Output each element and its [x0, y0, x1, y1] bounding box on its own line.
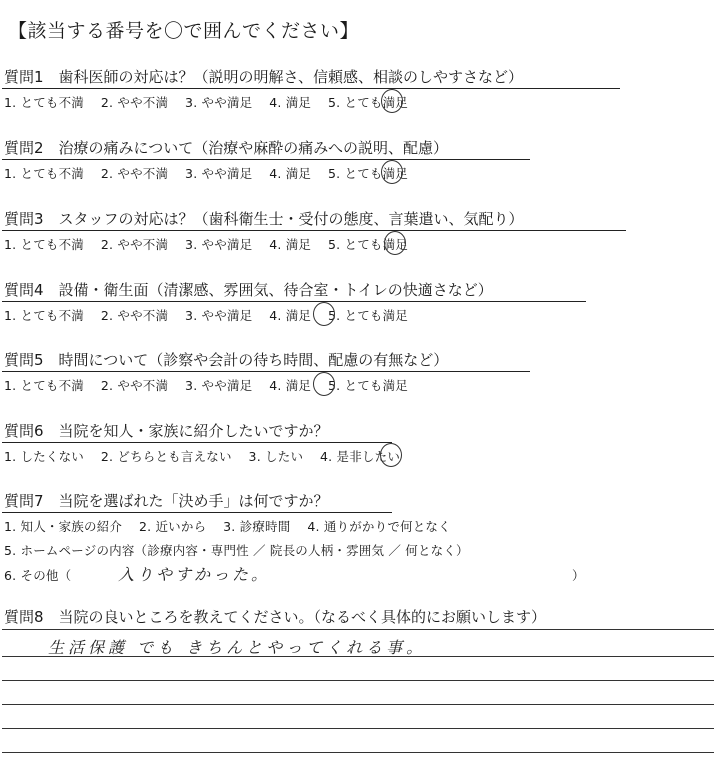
question-5-label: 質問5 時間について（診察や会計の待ち時間、配慮の有無など）	[4, 351, 449, 369]
answer-line-1	[2, 629, 714, 630]
question-5-underline	[2, 371, 530, 372]
question-4-underline	[2, 301, 586, 302]
question-8-handwritten-answer[interactable]: 生活保護 でも きちんとやってくれる事。	[48, 638, 427, 657]
question-7-options-line-2: 5. ホームページの内容（診療内容・専門性 ／ 院長の人柄・雰囲気 ／ 何となく）	[4, 543, 469, 558]
question-7-other-prefix: 6. その他（	[4, 568, 72, 583]
question-8-label: 質問8 当院の良いところを教えてください。（なるべく具体的にお願いします）	[4, 608, 547, 626]
question-6-selected-circle[interactable]	[380, 443, 402, 467]
question-7-options-line-1: 1. 知人・家族の紹介 2. 近いから 3. 診療時間 4. 通りがかりで何となく	[4, 519, 451, 534]
answer-line-5	[2, 728, 714, 729]
answer-line-2	[2, 656, 714, 657]
question-5-selected-circle[interactable]	[313, 372, 335, 396]
question-6-options: 1. したくない 2. どちらとも言えない 3. したい 4. 是非したい	[4, 449, 401, 464]
question-2-underline	[2, 159, 530, 160]
question-7-other-handwritten-answer[interactable]: 入りやすかった。	[118, 565, 271, 584]
question-2-options: 1. とても不満 2. やや不満 3. やや満足 4. 満足 5. とても満足	[4, 166, 408, 181]
question-6-underline	[2, 442, 392, 443]
question-3-label: 質問3 スタッフの対応は？（歯科衛生士・受付の態度、言葉遣い、気配り）	[4, 210, 524, 228]
question-2-selected-circle[interactable]	[381, 160, 403, 184]
question-1-underline	[2, 88, 620, 89]
page-title: 【該当する番号を〇で囲んでください】	[8, 20, 360, 42]
question-5-options: 1. とても不満 2. やや不満 3. やや満足 4. 満足 5. とても満足	[4, 378, 408, 393]
question-2-label: 質問2 治療の痛みについて（治療や麻酔の痛みへの説明、配慮）	[4, 139, 448, 157]
question-3-underline	[2, 230, 626, 231]
question-4-label: 質問4 設備・衛生面（清潔感、雰囲気、待合室・トイレの快適さなど）	[4, 281, 493, 299]
question-6-label: 質問6 当院を知人・家族に紹介したいですか？	[4, 422, 329, 440]
question-1-selected-circle[interactable]	[381, 89, 403, 113]
answer-line-4	[2, 704, 714, 705]
answer-line-3	[2, 680, 714, 681]
question-7-underline	[2, 512, 392, 513]
question-7-label: 質問7 当院を選ばれた「決め手」は何ですか？	[4, 492, 329, 510]
answer-line-6	[2, 752, 714, 753]
question-7-other-suffix: ）	[572, 568, 585, 583]
question-4-options: 1. とても不満 2. やや不満 3. やや満足 4. 満足 5. とても満足	[4, 308, 408, 323]
question-4-selected-circle[interactable]	[313, 302, 335, 326]
question-3-options: 1. とても不満 2. やや不満 3. やや満足 4. 満足 5. とても満足	[4, 237, 408, 252]
question-3-selected-circle[interactable]	[384, 231, 406, 255]
question-1-label: 質問1 歯科医師の対応は？（説明の明解さ、信頼感、相談のしやすさなど）	[4, 68, 523, 86]
question-1-options: 1. とても不満 2. やや不満 3. やや満足 4. 満足 5. とても満足	[4, 95, 408, 110]
